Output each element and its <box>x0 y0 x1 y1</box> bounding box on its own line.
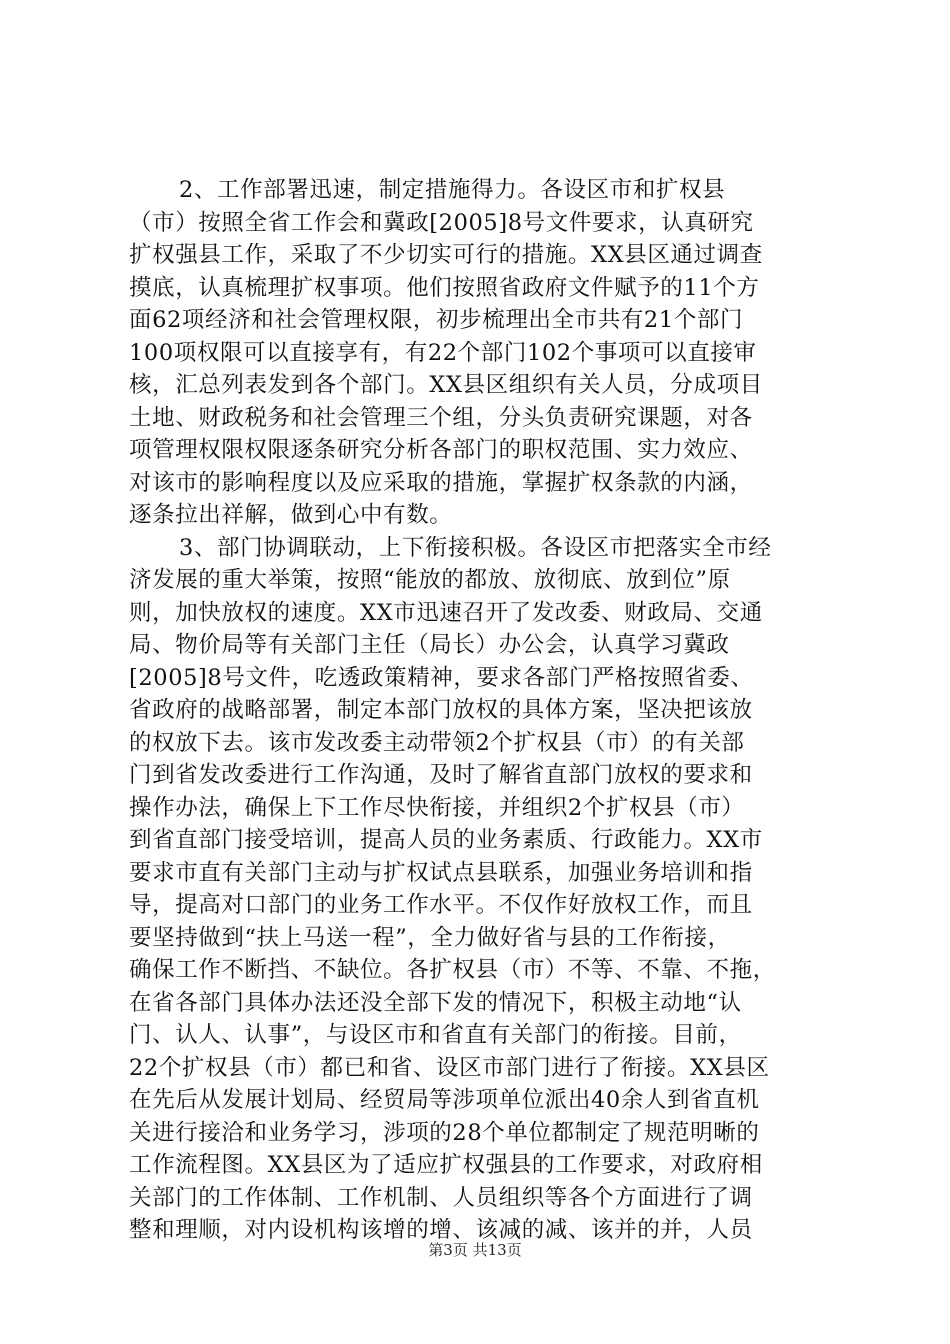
text-line: 要坚持做到“扶上马送一程”，全力做好省与县的工作衔接， <box>129 924 731 951</box>
text-line: 工作流程图。XX县区为了适应扩权强县的工作要求，对政府相 <box>129 1152 763 1178</box>
text-line: 门到省发改委进行工作沟通，及时了解省直部门放权的要求和 <box>129 762 753 788</box>
text-line: 扩权强县工作，采取了不少切实可行的措施。XX县区通过调查 <box>129 242 763 268</box>
page-number: 第3页 共13页 <box>428 1241 522 1259</box>
text-line: 关部门的工作体制、工作机制、人员组织等各个方面进行了调 <box>129 1184 753 1211</box>
text-line: 确保工作不断挡、不缺位。各扩权县（市）不等、不靠、不拖， <box>129 957 776 983</box>
text-line: 的权放下去。该市发改委主动带领2个扩权县（市）的有关部 <box>129 729 745 756</box>
body-text <box>129 174 829 1247</box>
text-line: 导，提高对口部门的业务工作水平。不仅作好放权工作，而且 <box>129 892 753 918</box>
text-line: 逐条拉出祥解，做到心中有数。 <box>129 502 453 528</box>
text-line: 门、认人、认事”，与设区市和省直有关部门的衔接。目前， <box>129 1022 742 1048</box>
text-line: 局、物价局等有关部门主任（局长）办公会，认真学习冀政 <box>129 632 730 658</box>
text-line: 土地、财政税务和社会管理三个组，分头负责研究课题，对各 <box>129 404 753 431</box>
text-line: 面62项经济和社会管理权限，初步梳理出全市共有21个部门 <box>129 307 744 333</box>
text-line: 济发展的重大举策，按照“能放的都放、放彻底、放到位”原 <box>129 567 731 593</box>
text-line: 到省直部门接受培训，提高人员的业务素质、行政能力。XX市 <box>129 827 763 853</box>
text-line: 摸底，认真梳理扩权事项。他们按照省政府文件赋予的11个方 <box>129 274 760 301</box>
text-line: 核，汇总列表发到各个部门。XX县区组织有关人员，分成项目 <box>129 372 763 398</box>
text-line: 关进行接洽和业务学习，涉项的28个单位都制定了规范明晰的 <box>129 1119 760 1146</box>
text-line: 2、工作部署迅速，制定措施得力。各设区市和扩权县 <box>179 177 726 203</box>
text-line: [2005]8号文件，吃透政策精神，要求各部门严格按照省委、 <box>129 664 754 691</box>
text-line: （市）按照全省工作会和冀政[2005]8号文件要求，认真研究 <box>129 209 754 236</box>
text-line: 在省各部门具体办法还没全部下发的情况下，积极主动地“认 <box>129 989 742 1016</box>
text-line: 在先后从发展计划局、经贸局等涉项单位派出40余人到省直机 <box>129 1087 760 1113</box>
text-line: 操作办法，确保上下工作尽快衔接，并组织2个扩权县（市） <box>129 794 745 821</box>
text-line: 整和理顺，对内设机构该增的增、该减的减、该并的并，人员 <box>129 1217 753 1243</box>
text-line: 要求市直有关部门主动与扩权试点县联系，加强业务培训和指 <box>129 859 753 886</box>
text-line: 项管理权限权限逐条研究分析各部门的职权范围、实力效应、 <box>129 437 753 463</box>
text-line: 100项权限可以直接享有，有22个部门102个事项可以直接审 <box>129 339 757 366</box>
text-line: 22个扩权县（市）都已和省、设区市部门进行了衔接。XX县区 <box>129 1054 770 1081</box>
page-footer <box>0 1240 950 1260</box>
text-line: 则，加快放权的速度。XX市迅速召开了发改委、财政局、交通 <box>129 599 763 626</box>
text-line: 对该市的影响程度以及应采取的措施，掌握扩权条款的内涵， <box>129 469 753 496</box>
text-line: 省政府的战略部署，制定本部门放权的具体方案，坚决把该放 <box>129 697 753 723</box>
text-line: 3、部门协调联动，上下衔接积极。各设区市把落实全市经 <box>179 534 772 561</box>
